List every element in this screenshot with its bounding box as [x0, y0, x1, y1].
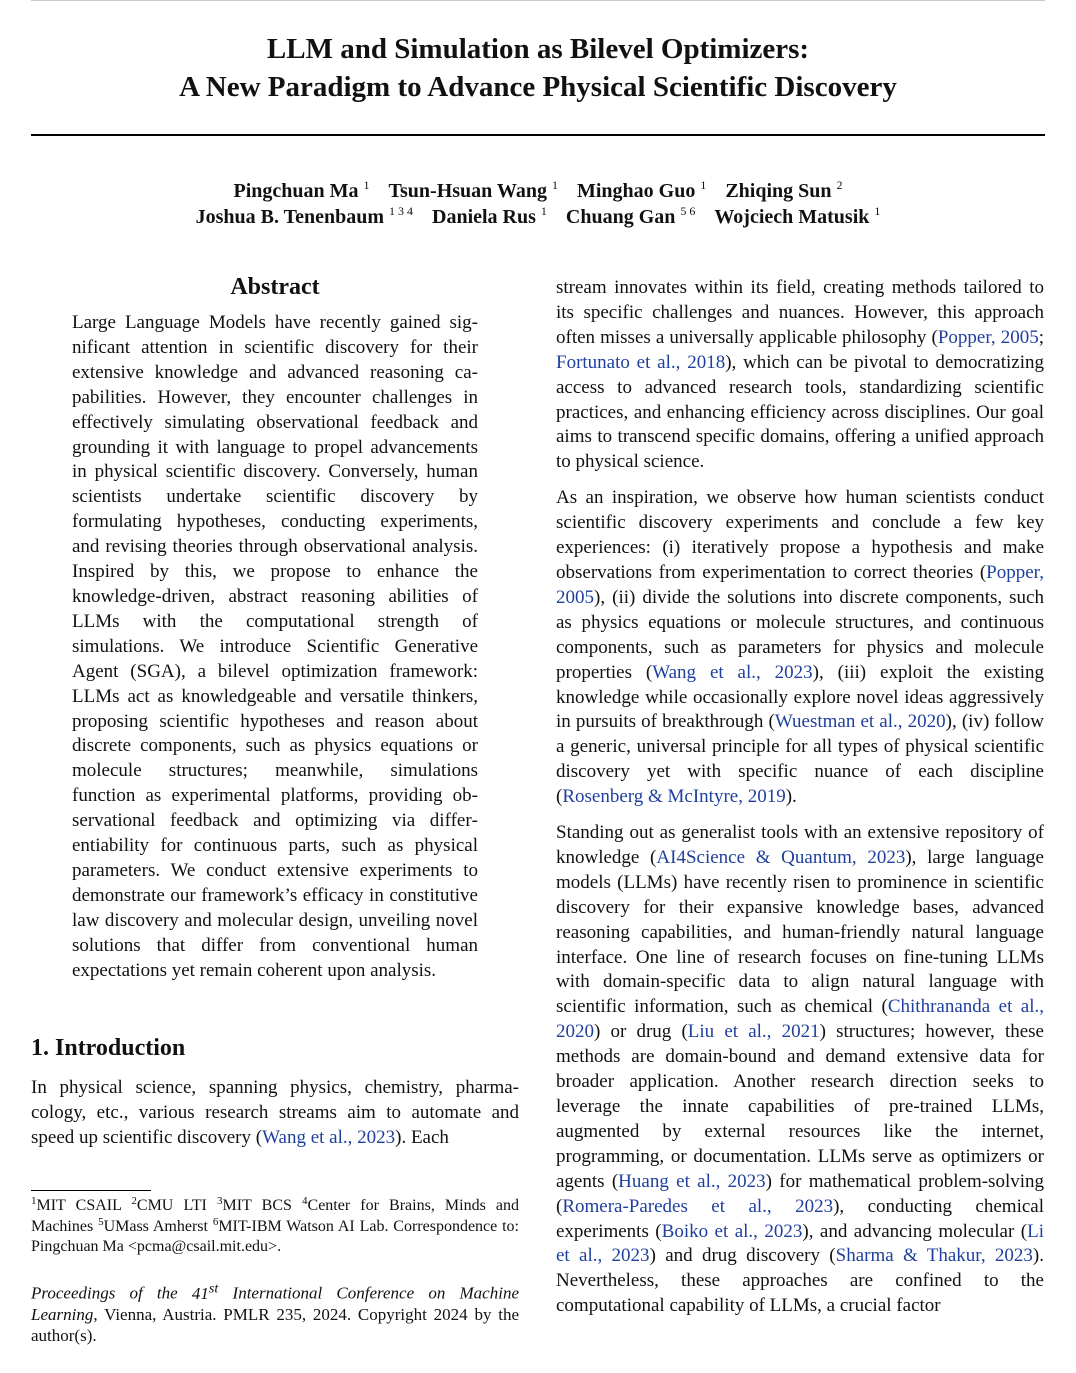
abstract-heading: Abstract — [230, 274, 320, 300]
proceedings-note: Proceedings of the 41st International Conference on Machine Learning, Vienna, Austria. PMLR 235, 2024. Copyright 2024 by the author(s). — [31, 1280, 519, 1345]
author: Wojciech Matusik $^1$ — [714, 204, 881, 228]
citation-link[interactable]: Wuestman et al., 2020 — [774, 711, 946, 733]
left-column — [31, 272, 519, 1151]
author: Minghao Guo $^1$ — [576, 178, 707, 202]
author: Pingchuan Ma $^1$ — [233, 178, 370, 202]
intro-paragraph: In physical science, spanning physics, chemistry, pharmacology, etc., various research streams aim to automate and speed up scientific discovery (Wang et al., 2023). Each — [31, 1077, 519, 1149]
author-line-1 — [31, 178, 1045, 204]
citation-link[interactable]: Popper, 2005 — [556, 561, 1044, 608]
citation-link[interactable]: Popper, 2005 — [937, 326, 1039, 348]
top-rule — [31, 0, 1045, 1]
affiliations-footnote: $^1$MIT CSAIL $^2$CMU LTI $^3$MIT BCS $^4$Center for Brains, Minds and Machines $^5$UMass Amherst $^6$MIT-IBM Watson AI Lab. Correspondence to: Pingchuan Ma <pcma@csail.mit.edu>. — [31, 1195, 520, 1255]
body-paragraph: Standing out as generalist tools with an extensive repository of knowledge (AI4Science & Quantum, 2023), large language models (LLMs) have recently risen to prominence in scientific discovery for their expansive knowledge bases, advanced reasoning capabilities, and human-friendly natural language interface. One line of research focuses on fine-tuning LLMs with domain-specific data to align natural language with scientific information, such as chemical (Chithrananda et al., 2020) or drug (Liu et al., 2021) structures; however, these methods are domain-bound and demand extensive data for broader application. Another research direction seeks to leverage the innate capabilities of pre-trained LLMs, augmented by external resources like the internet, programming, or documentation. LLMs serve as optimizers or agents (Huang et al., 2023) for mathematical problem-solving (Romera-Paredes et al., 2023), conducting chemical experiments (Boiko et al., 2023), and advancing molecular (Li et al., 2023) and drug discovery (Sharma & Thakur, 2023). Nevertheless, these approaches are confined to the computational capability of LLMs, a crucial factor — [556, 822, 1045, 1317]
paper-title — [31, 30, 1045, 106]
author: Joshua B. Tenenbaum $^{1 3 4}$ — [195, 204, 413, 228]
abstract-text: Large Language Models have recently gained significant attention in scientific discovery for their extensive knowledge and advanced reasoning capabilities. However, they encounter challenges in effectively simulating observational feedback and grounding it with language to propel advancements in physical scientific discovery. Conversely, human scientists undertake scientific discovery by formulating hypotheses, conducting experiments, and revising theories through observational analysis. Inspired by this, we propose to enhance the knowledge-driven, abstract reasoning abilities of LLMs with the computational strength of simulations. We introduce Scientific Generative Agent (SGA), a bilevel optimization framework: LLMs act as knowledgeable and versatile thinkers, proposing scientific hypotheses and reason about discrete components, such as physics equations or molecule structures; meanwhile, simulations function as experimental platforms, providing observational feedback and optimizing via differentiability for continuous parts, such as physical parameters. We conduct extensive experiments to demonstrate our framework’s efficacy in constitutive law discovery and molecular design, unveiling novel solutions that differ from conventional human expectations yet remain coherent upon analysis. — [72, 312, 478, 981]
author: Chuang Gan $^{5 6}$ — [565, 204, 696, 228]
body-paragraph: As an inspiration, we observe how human scientists conduct scientific discovery experiments and conclude a few key experiences: (i) iteratively propose a hypothesis and make observations from experimentation to correct theories (Popper, 2005), (ii) divide the solutions into discrete components, such as physics equations or molecule structures, and continuous components, such as parameters for physics and molecule properties (Wang et al., 2023), (iii) exploit the existing knowledge while occasionally explore novel ideas aggressively in pursuits of breakthrough (Wuestman et al., 2020), (iv) follow a generic, universal principle for all types of physical scientific discovery yet with specific nuance of each discipline (Rosenberg & McIntyre, 2019). — [556, 487, 1044, 808]
author-line-2 — [31, 204, 1045, 230]
citation-link[interactable]: Romera-Paredes et al., 2023 — [562, 1195, 834, 1217]
citation-link[interactable]: Chithrananda et al., 2020 — [556, 996, 1045, 1043]
title-line-2: A New Paradigm to Advance Physical Scientific Discovery — [179, 71, 897, 103]
citation-link[interactable]: AI4Science & Quantum, 2023 — [656, 846, 906, 868]
citation-link[interactable]: Liu et al., 2021 — [687, 1021, 820, 1043]
section-heading-introduction: 1. Introduction — [31, 1035, 186, 1062]
author: Daniela Rus $^1$ — [432, 204, 547, 228]
title-line-1: LLM and Simulation as Bilevel Optimizers: — [266, 33, 810, 65]
citation-link[interactable]: Boiko et al., 2023 — [661, 1220, 803, 1242]
author-list — [31, 178, 1045, 230]
right-column — [556, 276, 1044, 1319]
citation-link[interactable]: Huang et al., 2023 — [618, 1170, 766, 1192]
citation-link[interactable]: Rosenberg & McIntyre, 2019 — [562, 786, 786, 808]
author: Zhiqing Sun $^2$ — [725, 178, 843, 202]
citation-link[interactable]: Li et al., 2023 — [556, 1220, 1044, 1267]
citation-link[interactable]: Fortunato et al., 2018 — [556, 351, 726, 373]
citation-link[interactable]: Sharma & Thakur, 2023 — [835, 1245, 1033, 1267]
body-paragraph: stream innovates within its field, creating methods tailored to its specific challenges and nuances. However, this approach often misses a universally applicable philosophy (Popper, 2005; Fortunato et al., 2018), which can be pivotal to democratizing access to advanced research tools, standardizing scientific practices, and enhancing efficiency across disciplines. Our goal aims to transcend specific domains, offering a unified approach to physical science. — [556, 277, 1044, 473]
citation-link[interactable]: Wang et al., 2023 — [652, 661, 813, 683]
footnote-rule — [31, 1190, 151, 1191]
title-rule — [31, 134, 1045, 136]
author: Tsun-Hsuan Wang $^1$ — [388, 178, 558, 202]
citation-link[interactable]: Wang et al., 2023 — [262, 1127, 396, 1149]
